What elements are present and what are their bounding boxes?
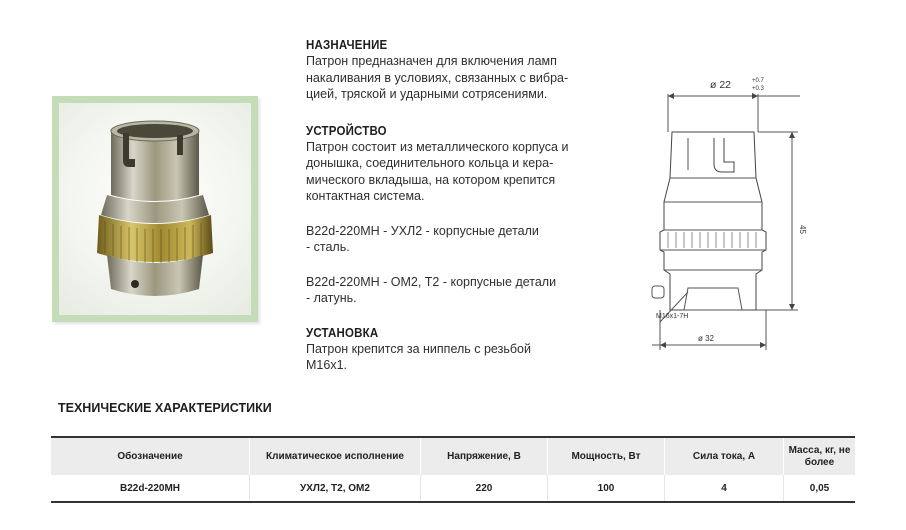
col-current: Сила тока, А [665,437,784,475]
specs-header-row [51,437,855,475]
col-mass: Масса, кг, не более [784,437,856,475]
device-line-1: Патрон состоит из металлического корпуса и [306,139,569,154]
install-line-1: Патрон крепится за ниппель с резьбой [306,341,531,356]
install-title: УСТАНОВКА [306,325,379,340]
cell-voltage: 220 [421,475,548,502]
dim-height-label: 45 [798,225,807,234]
specs-title: ТЕХНИЧЕСКИЕ ХАРАКТЕРИСТИКИ [58,401,272,415]
device-title: УСТРОЙСТВО [306,123,387,138]
purpose-line-1: Патрон предназначен для включения ламп [306,54,557,68]
technical-drawing [630,60,880,360]
product-photo [59,103,251,315]
cell-mass: 0,05 [784,475,856,502]
col-power: Мощность, Вт [548,437,665,475]
cell-climate: УХЛ2, Т2, ОМ2 [250,475,421,502]
variant2-line-2: - латунь. [306,291,357,305]
device-line-4: контактная система. [306,189,425,203]
cell-current: 4 [665,475,784,502]
variant1-line-1: B22d-220МН - УХЛ2 - корпусные детали [306,223,539,238]
col-voltage: Напряжение, В [421,437,548,475]
product-photo-frame [52,96,258,322]
cell-designation: B22d-220МН [119,482,181,494]
dim-bottom-label: ø 32 [698,334,715,343]
variant1-line-2: - сталь. [306,240,350,254]
col-climate: Климатическое исполнение [250,437,421,475]
install-line-2: М16x1. [306,358,347,372]
device-line-2: донышка, соединительного кольца и кера- [306,156,554,170]
col-designation: Обозначение [51,437,250,475]
table-row [51,475,855,502]
specs-table [51,436,855,503]
lamp-socket-illustration [59,103,251,315]
thread-label: М16х1-7Н [656,313,689,320]
device-line-3: мического вкладыша, на котором крепится [306,172,556,187]
variant2-line-1: B22d-220МН - ОМ2, Т2 - корпусные детали [306,274,557,289]
purpose-line-2: накаливания в условиях, связанных с вибра- [306,70,569,85]
dim-top-tol-minus: +0.3 [752,86,764,92]
dim-top-label: ø 22 [710,79,732,91]
dim-top-tol-plus: +0.7 [752,78,764,84]
description-column [306,38,606,374]
purpose-title: НАЗНАЧЕНИЕ [306,38,388,52]
cell-power: 100 [548,475,665,502]
purpose-line-3: цией, тряской и ударными сотрясениями. [306,87,548,101]
